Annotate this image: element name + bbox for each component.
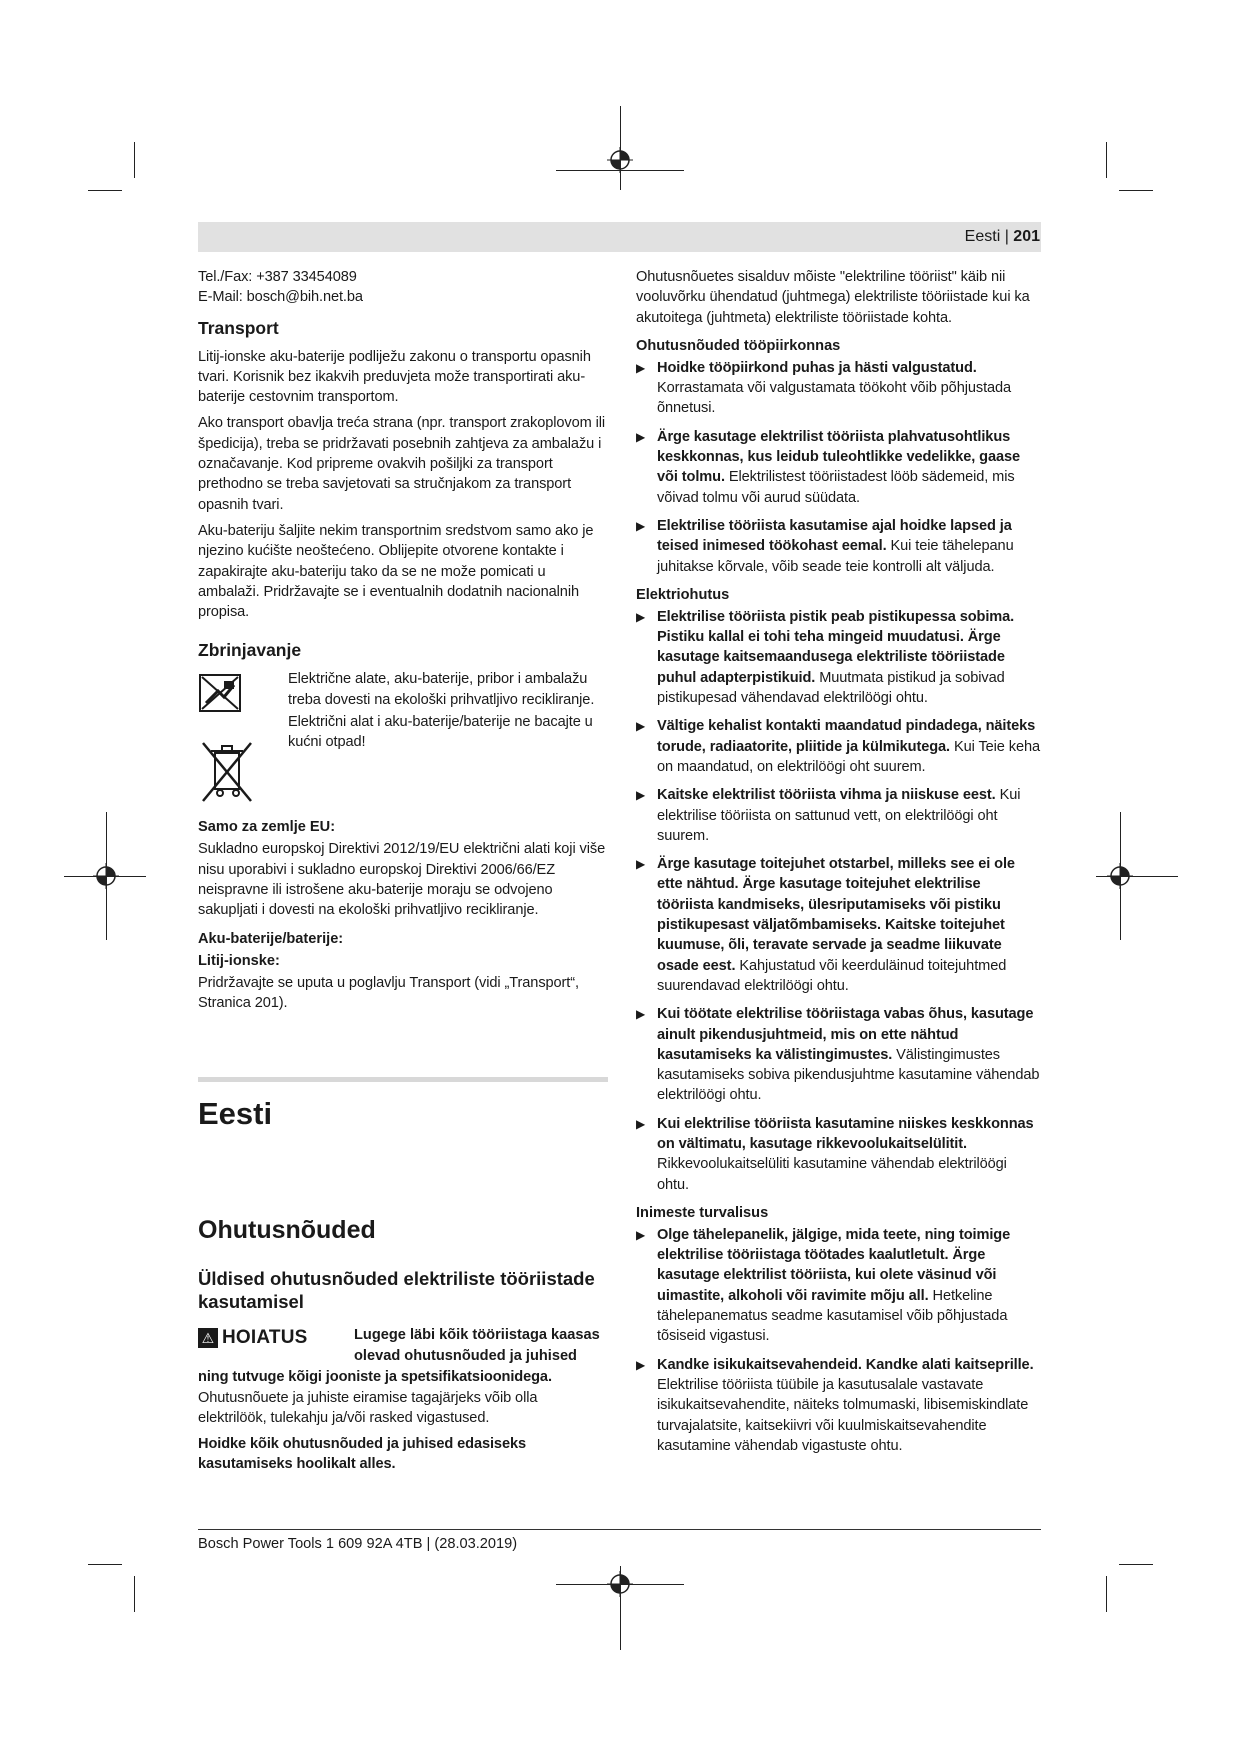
crop-mark	[134, 1576, 135, 1612]
crop-mark	[1119, 1564, 1153, 1565]
transport-paragraph: Aku-bateriju šaljite nekim transportnim sredstvom samo ako je njezino kućište neoštećeno. Oblijepite otvorene kontakte i zapakirajte aku-bateriju tako da se ne može pomicati u ambalaži. Pridržavajte se i eventualnih dodatnih nacionalnih propisa.	[198, 522, 594, 621]
safety-item: ▶ Olge tähelepanelik, jälgige, mida teete, ning toimige elektrilise tööriistaga töötades kaalutletult. Ärge kasutage elektrilist tööriista, kui olete väsinud või uimastite, alkoholi või ravimite mõju all. Hetkeline tähelepanematus seadme kasutamisel võib põhjustada tõsiseid vigastusi.	[636, 1226, 1011, 1345]
safety-item: ▶ Kandke isikukaitsevahendeid. Kandke alati kaitseprille. Elektrilise tööriista tüübile ja kasutusalale vastavate isikukaitsevahendite, näiteks tolmumaski, libisemiskindlate turvajalatsite, kaitsekiivri või kuulmiskaitsevahendite kasutamine vähendab vigastuste ohtu.	[636, 1356, 1034, 1454]
warning-text: Lugege läbi kõik tööriistaga kaasas olevad ohutusnõuded ja juhised	[354, 1327, 600, 1364]
crop-mark	[134, 142, 135, 178]
liion-heading: Litij-ionske:	[198, 952, 280, 969]
page-header	[965, 228, 1040, 246]
page-footer: Bosch Power Tools 1 609 92A 4TB | (28.03.2019)	[198, 1536, 518, 1552]
language-divider	[198, 1077, 608, 1082]
crop-mark	[88, 1564, 122, 1565]
safety-item: ▶ Kui elektrilise tööriista kasutamine niiskes keskkonnas on vältimatu, kasutage rikkevoolukaitselülitit. Rikkevoolukaitselüliti kasutamine vähendab elektrilöögi ohtu.	[636, 1115, 1034, 1193]
warning-plain: Ohutusnõuete ja juhiste eiramise tagajärjeks võib olla elektrilöök, tulekahju ja/või rasked vigastused.	[198, 1389, 538, 1426]
bullet-arrow-icon: ▶	[636, 518, 646, 533]
disposal-paragraph: Električne alate, aku-baterije, pribor i ambalažu treba dovesti na ekološki prihvatljivo recikliranje.	[288, 671, 595, 708]
safety-item: ▶ Kaitske elektrilist tööriista vihma ja niiskuse eest. Kui elektrilise tööriista on sattunud vett, on elektrilöögi oht suurem.	[636, 787, 1021, 844]
page-number: 201	[1013, 228, 1040, 245]
crop-mark	[1106, 142, 1107, 178]
contact-line: E-Mail: bosch@bih.net.ba	[198, 289, 363, 306]
bullet-arrow-icon: ▶	[636, 1357, 646, 1372]
transport-paragraph: Litij-ionske aku-baterije podliježu zakonu o transportu opasnih tvari. Korisnik bez ikakvih preduvjeta može transportirati aku-baterije cestovnim transportom.	[198, 348, 591, 406]
contact-block	[198, 267, 608, 308]
safety-item: ▶ Elektrilise tööriista kasutamise ajal hoidke lapsed ja teised inimesed töökohast eemal. Kui teie tähelepanu juhitakse kõrvale, võib seade teie kontrolli alt väljuda.	[636, 517, 1014, 575]
battery-heading: Aku-baterije/baterije:	[198, 930, 344, 947]
section-heading: Elektriohutus	[636, 586, 730, 603]
general-title: Üldised ohutusnõuded elektriliste tööriistade kasutamisel	[198, 1268, 595, 1313]
safety-item: ▶ Hoidke tööpiirkond puhas ja hästi valgustatud. Korrastamata või valgustamata töökoht võib põhjustada õnnetusi.	[636, 359, 1012, 417]
bullet-arrow-icon: ▶	[636, 1227, 646, 1242]
safety-item: ▶ Ärge kasutage elektrilist tööriista plahvatusohtlikus keskkonnas, kus leidub tuleohtlikke vedelikke, gaase või tolmu. Elektrilistest tööriistadest lööb sädemeid, mis võivad tolmu või aurud süüdata.	[636, 428, 1021, 506]
registration-target-icon	[93, 863, 119, 889]
warning-badge	[198, 1327, 308, 1349]
bullet-arrow-icon: ▶	[636, 1007, 646, 1022]
safety-item: ▶ Elektrilise tööriista pistik peab pistikupessa sobima. Pistiku kallal ei tohi teha mingeid muudatusi. Ärge kasutage kaitsemaandusega elektriliste tööriistade puhul adapterpistikuid. Muutmata pistikud ja sobivad pistikupesad vähendavad elektrilöögi ohtu.	[636, 608, 1015, 707]
keep-instructions: Hoidke kõik ohutusnõuded ja juhised edasiseks kasutamiseks hoolikalt alles.	[198, 1436, 526, 1473]
registration-target-icon	[1107, 863, 1133, 889]
bullet-arrow-icon: ▶	[636, 429, 646, 444]
registration-target-icon	[607, 1571, 633, 1597]
bullet-arrow-icon: ▶	[636, 360, 646, 375]
bullet-arrow-icon: ▶	[636, 609, 646, 624]
safety-title: Ohutusnõuded	[198, 1216, 376, 1245]
left-column	[198, 267, 608, 1481]
header-band	[198, 222, 1041, 252]
header-separator: |	[1000, 228, 1014, 245]
section-heading: Inimeste turvalisus	[636, 1204, 769, 1221]
disposal-heading: Zbrinjavanje	[198, 640, 302, 661]
tool-recycle-icon	[198, 673, 242, 713]
contact-line: Tel./Fax: +387 33454089	[198, 269, 357, 285]
warning-icon: ⚠	[198, 1328, 218, 1348]
right-column	[636, 267, 1041, 1464]
bullet-arrow-icon: ▶	[636, 788, 646, 803]
crop-mark	[1119, 190, 1153, 191]
safety-item: ▶ Kui töötate elektrilise tööriistaga vabas õhus, kasutage ainult pikendusjuhtmeid, mis on ette nähtud kasutamiseks ka välistingimustes. Välistingimustes kasutamiseks sobiva pikendusjuhtme kasutamine vähendab elektrilöögi ohtu.	[636, 1006, 1040, 1104]
liion-paragraph: Pridržavajte se uputa u poglavlju Transport (vidi „Transport“, Stranica 201).	[198, 974, 579, 1011]
bullet-arrow-icon: ▶	[636, 1116, 646, 1131]
footer-rule	[198, 1529, 1041, 1530]
transport-paragraph: Ako transport obavlja treća strana (npr. transport zrakoplovom ili špedicija), treba se pridržavati posebnih zahtjeva za ambalažu i označavanje. Kod pripreme ovakvih pošiljki za transport prethodno se treba savjetovati sa stručnjakom za transport opasnih tvari.	[198, 415, 606, 513]
crossed-bin-icon	[198, 739, 256, 805]
safety-item: ▶ Ärge kasutage toitejuhet otstarbel, milleks see ei ole ette nähtud. Ärge kasutage toitejuhet elektrilise tööriista kandmiseks, ülesriputamiseks või pistiku pistikupesast väljatõmbamiseks. Kaitske toitejuhet kuumuse, õli, teravate servade ja seadme liikuvate osade eest. Kahjustatud või keerduläinud toitejuhtmed suurendavad elektrilöögi ohtu.	[636, 856, 1015, 994]
bullet-arrow-icon: ▶	[636, 857, 646, 872]
intro-paragraph: Ohutusnõuetes sisalduv mõiste "elektriline tööriist" käib nii vooluvõrku ühendatud (juhtmega) elektriliste tööriistade kui ka akutoitega (juhtmeta) elektriliste tööriistade kohta.	[636, 269, 1030, 326]
language-title: Eesti	[198, 1096, 273, 1132]
registration-target-icon	[607, 147, 633, 173]
header-section: Eesti	[964, 228, 1001, 245]
eu-heading: Samo za zemlje EU:	[198, 819, 336, 836]
disposal-block	[198, 669, 608, 813]
safety-item: ▶ Vältige kehalist kontakti maandatud pindadega, näiteks torude, radiaatorite, pliitide ja külmikutega. Kui Teie keha on maandatud, on elektrilöögi oht suurem.	[636, 718, 1041, 775]
crop-mark	[88, 190, 122, 191]
warning-row	[198, 1325, 608, 1367]
eu-paragraph: Sukladno europskoj Direktivi 2012/19/EU električni alati koji više nisu uporabivi i sukladno europskoj Direktivi 2006/66/EZ neispravne ili istrošene aku-baterije moraju se odvojeno sakupljati i dovesti na ekološki prihvatljivo recikliranje.	[198, 841, 606, 919]
disposal-text	[288, 669, 608, 758]
transport-heading: Transport	[198, 317, 279, 338]
disposal-paragraph: Električni alat i aku-baterije/baterije ne bacajte u kućni otpad!	[288, 714, 593, 751]
warning-label: HOIATUS	[222, 1327, 308, 1349]
crop-mark	[1106, 1576, 1107, 1612]
bullet-arrow-icon: ▶	[636, 719, 646, 734]
section-heading: Ohutusnõuded tööpiirkonnas	[636, 337, 841, 354]
warning-continued: ning tutvuge kõigi jooniste ja spetsifikatsioonidega.	[198, 1369, 552, 1386]
